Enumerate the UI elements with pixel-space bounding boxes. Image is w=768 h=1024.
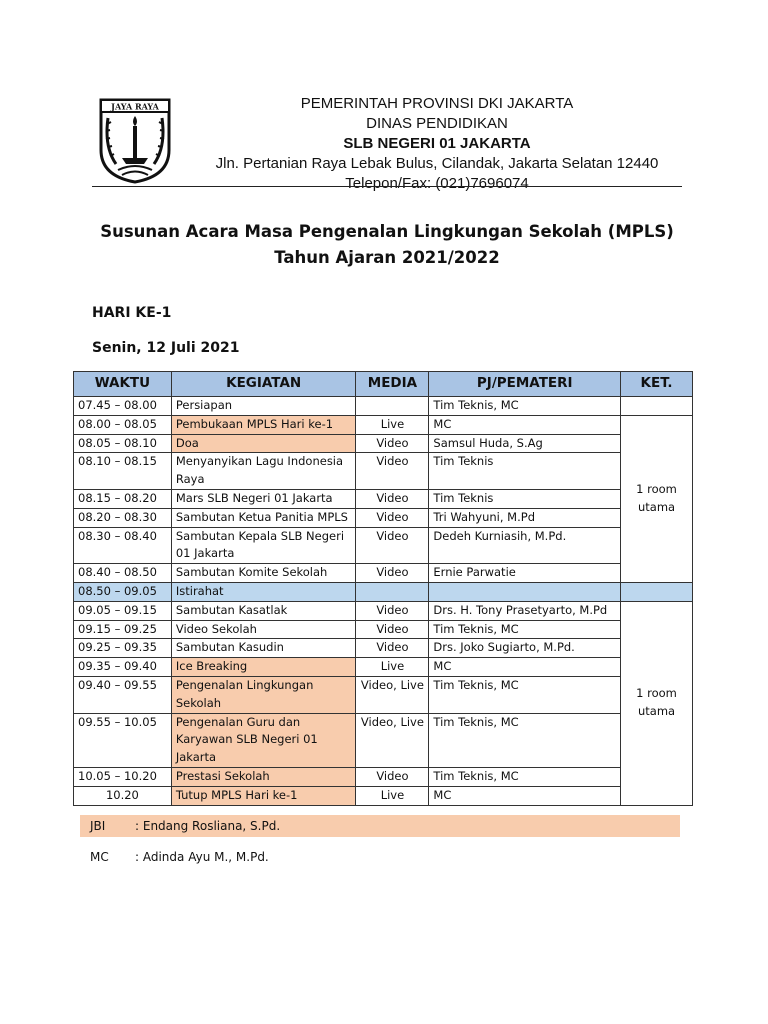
title-line-2: Tahun Ajaran 2021/2022 [274,248,500,267]
cell-waktu: 07.45 – 08.00 [74,397,172,416]
cell-kegiatan: Istirahat [171,582,356,601]
table-row [74,620,693,639]
letterhead-line-province: PEMERINTAH PROVINSI DKI JAKARTA [300,95,574,112]
letterhead-line-address: Jln. Pertanian Raya Lebak Bulus, Cilandak, Jakarta Selatan 12440 [215,155,659,172]
cell-media: Video [356,489,429,508]
letterhead-line-agency: DINAS PENDIDIKAN [366,115,508,132]
cell-waktu: 10.20 [74,786,172,805]
table-row [74,564,693,583]
cell-waktu: 10.05 – 10.20 [74,767,172,786]
header-kegiatan: KEGIATAN [171,372,356,397]
table-row [74,489,693,508]
cell-media: Video [356,508,429,527]
cell-pj: Tim Teknis, MC [429,713,621,767]
table-header-row [74,372,693,397]
header-media: MEDIA [356,372,429,397]
cell-waktu: 08.30 – 08.40 [74,527,172,564]
cell-kegiatan: Persiapan [171,397,356,416]
cell-media: Video, Live [356,676,429,713]
cell-ket-group-2: 1 room utama [621,601,693,805]
jbi-line [80,815,680,837]
cell-media: Video [356,434,429,453]
cell-kegiatan: Menyanyikan Lagu Indonesia Raya [171,453,356,490]
table-row [74,527,693,564]
cell-pj: Tim Teknis, MC [429,620,621,639]
cell-waktu: 08.15 – 08.20 [74,489,172,508]
cell-kegiatan: Pembukaan MPLS Hari ke-1 [171,415,356,434]
table-row [74,713,693,767]
cell-media: Video [356,639,429,658]
cell-pj: Tim Teknis [429,453,621,490]
mc-value: : Adinda Ayu M., M.Pd. [135,850,269,864]
letterhead-text [192,94,682,194]
cell-waktu: 09.35 – 09.40 [74,658,172,677]
cell-media: Video [356,564,429,583]
cell-media: Live [356,658,429,677]
cell-waktu: 08.10 – 08.15 [74,453,172,490]
cell-ket-group-1: 1 room utama [621,415,693,582]
cell-pj: Ernie Parwatie [429,564,621,583]
day-label: HARI KE-1 [92,305,172,321]
header-pj: PJ/PEMATERI [429,372,621,397]
cell-media: Video [356,527,429,564]
mc-label: MC [90,850,109,864]
cell-media: Video [356,620,429,639]
cell-ket [621,397,693,416]
cell-kegiatan: Mars SLB Negeri 01 Jakarta [171,489,356,508]
cell-kegiatan: Sambutan Ketua Panitia MPLS [171,508,356,527]
cell-media [356,582,429,601]
cell-pj [429,582,621,601]
jakarta-crest-icon [96,92,174,184]
title-line-1: Susunan Acara Masa Pengenalan Lingkungan Sekolah (MPLS) [100,222,674,241]
mc-line [80,846,680,868]
cell-pj: Samsul Huda, S.Ag [429,434,621,453]
cell-pj: MC [429,786,621,805]
cell-media: Live [356,786,429,805]
cell-kegiatan: Sambutan Kepala SLB Negeri 01 Jakarta [171,527,356,564]
cell-media: Video [356,601,429,620]
table-row [74,397,693,416]
cell-pj: Drs. Joko Sugiarto, M.Pd. [429,639,621,658]
cell-pj: MC [429,658,621,677]
table-row [74,453,693,490]
cell-media: Live [356,415,429,434]
cell-pj: Tim Teknis, MC [429,676,621,713]
cell-media: Video, Live [356,713,429,767]
cell-waktu: 09.40 – 09.55 [74,676,172,713]
cell-pj: Tim Teknis, MC [429,397,621,416]
header-ket: KET. [621,372,693,397]
letterhead-line-phone: Telepon/Fax: (021)7696074 [345,175,529,192]
cell-waktu: 09.25 – 09.35 [74,639,172,658]
cell-kegiatan: Pengenalan Lingkungan Sekolah [171,676,356,713]
cell-waktu: 08.40 – 08.50 [74,564,172,583]
cell-waktu: 09.15 – 09.25 [74,620,172,639]
table-row [74,434,693,453]
cell-kegiatan: Sambutan Kasatlak [171,601,356,620]
table-row [74,639,693,658]
document-title [92,219,682,271]
date-label: Senin, 12 Juli 2021 [92,340,240,356]
svg-text:JAYA RAYA: JAYA RAYA [111,101,159,112]
header-waktu: WAKTU [74,372,172,397]
cell-kegiatan: Sambutan Kasudin [171,639,356,658]
cell-kegiatan: Ice Breaking [171,658,356,677]
cell-waktu: 08.20 – 08.30 [74,508,172,527]
cell-kegiatan: Prestasi Sekolah [171,767,356,786]
table-row [74,676,693,713]
table-row [74,415,693,434]
jbi-value: : Endang Rosliana, S.Pd. [135,819,281,833]
cell-pj: Tim Teknis, MC [429,767,621,786]
schedule-table [73,371,693,806]
cell-pj: Tri Wahyuni, M.Pd [429,508,621,527]
table-row [74,658,693,677]
cell-ket [621,582,693,601]
cell-media: Video [356,767,429,786]
table-row-break [74,582,693,601]
jbi-label: JBI [90,819,106,833]
cell-waktu: 08.50 – 09.05 [74,582,172,601]
cell-pj: Dedeh Kurniasih, M.Pd. [429,527,621,564]
cell-kegiatan: Tutup MPLS Hari ke-1 [171,786,356,805]
cell-kegiatan: Doa [171,434,356,453]
cell-kegiatan: Video Sekolah [171,620,356,639]
cell-pj: Tim Teknis [429,489,621,508]
cell-media [356,397,429,416]
table-row [74,767,693,786]
letterhead-line-school: SLB NEGERI 01 JAKARTA [343,135,531,152]
cell-waktu: 09.05 – 09.15 [74,601,172,620]
table-row [74,601,693,620]
table-row [74,508,693,527]
cell-pj: MC [429,415,621,434]
table-row [74,786,693,805]
cell-pj: Drs. H. Tony Prasetyarto, M.Pd [429,601,621,620]
cell-media: Video [356,453,429,490]
cell-waktu: 09.55 – 10.05 [74,713,172,767]
cell-waktu: 08.05 – 08.10 [74,434,172,453]
cell-kegiatan: Sambutan Komite Sekolah [171,564,356,583]
cell-kegiatan: Pengenalan Guru dan Karyawan SLB Negeri 01 Jakarta [171,713,356,767]
letterhead [92,90,682,190]
cell-waktu: 08.00 – 08.05 [74,415,172,434]
letterhead-divider [92,186,682,187]
